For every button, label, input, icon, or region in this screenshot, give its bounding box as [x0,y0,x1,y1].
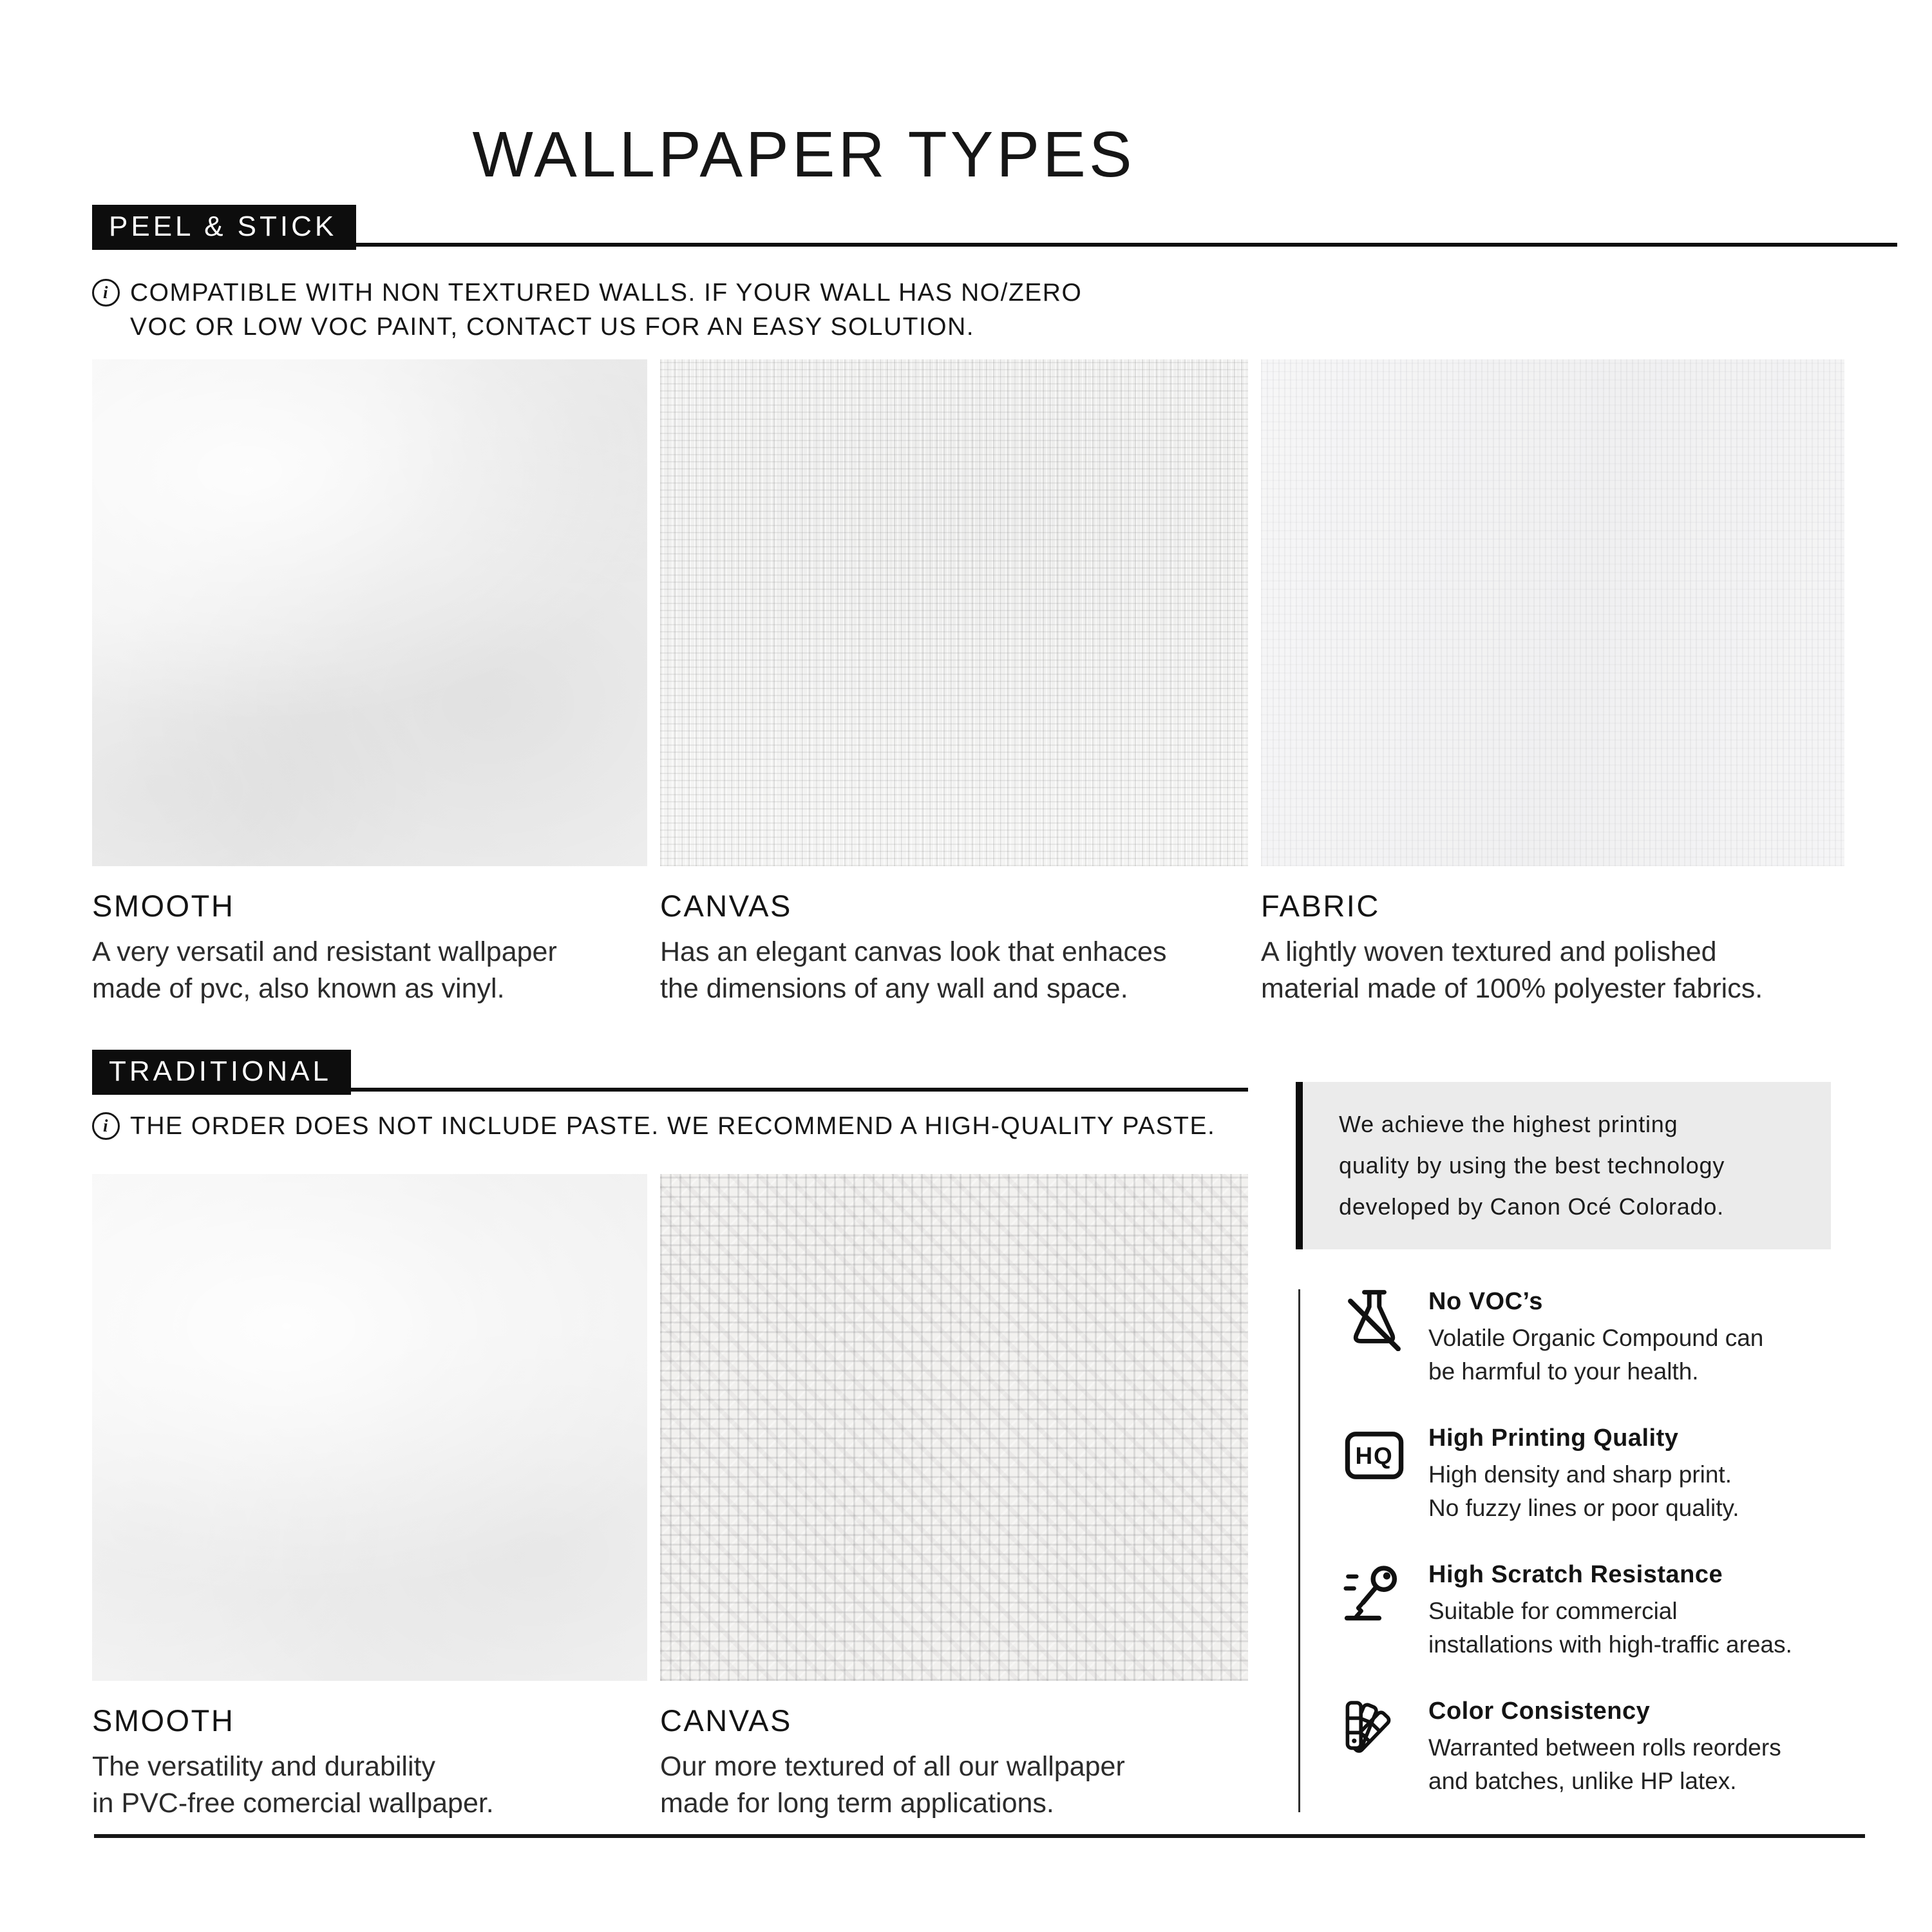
feature-text [1428,1695,1781,1798]
type-description [92,934,647,1007]
wallpaper-type-card [660,1174,1248,1822]
description-line: Has an elegant canvas look that enhaces [660,936,1167,967]
type-name: SMOOTH [92,889,235,923]
note-line: THE ORDER DOES NOT INCLUDE PASTE. WE RECOMMEND A HIGH-QUALITY PASTE. [130,1112,1216,1140]
description-line: The versatility and durability [92,1751,435,1782]
printing-quality-panel [1296,1082,1831,1249]
type-name: CANVAS [660,1703,792,1738]
texture-swatch-fabric [1261,359,1844,866]
feature-title: Color Consistency [1428,1698,1651,1725]
info-icon: i [92,279,120,307]
wallpaper-type-card [92,359,647,1007]
peel-stick-rule [92,243,1897,247]
type-description [660,934,1248,1007]
description-line: in PVC-free comercial wallpaper. [92,1788,494,1819]
description-line: Suitable for commercial [1428,1598,1678,1624]
peel-stick-note [92,276,1082,344]
type-name: FABRIC [1261,889,1380,923]
description-line: and batches, unlike HP latex. [1428,1768,1737,1794]
texture-swatch-smooth [92,1174,647,1681]
feature-item-scratch-resistance [1343,1558,1884,1662]
page-title: WALLPAPER TYPES [472,118,1135,191]
traditional-note [92,1109,1215,1143]
type-description [92,1748,647,1822]
scratch-key-icon [1343,1560,1405,1624]
feature-item-no-voc [1343,1285,1884,1388]
description-line: made for long term applications. [660,1788,1054,1819]
feature-title: High Printing Quality [1428,1425,1679,1452]
feature-item-color-consistency [1343,1695,1884,1798]
type-name: CANVAS [660,889,792,923]
feature-item-high-printing-quality [1343,1422,1884,1525]
hq-badge-icon [1343,1423,1405,1488]
description-line: the dimensions of any wall and space. [660,973,1128,1004]
feature-text [1428,1422,1739,1525]
feature-list [1343,1285,1884,1798]
description-line: installations with high-traffic areas. [1428,1631,1792,1658]
description-line: A very versatil and resistant wallpaper [92,936,557,967]
wallpaper-type-card [660,359,1248,1007]
bottom-divider-rule [94,1834,1865,1838]
texture-swatch-canvas [660,359,1248,866]
description-line: Volatile Organic Compound can [1428,1325,1764,1351]
note-text [130,1109,1215,1143]
description-line: material made of 100% polyester fabrics. [1261,973,1763,1004]
no-voc-flask-icon [1343,1287,1405,1351]
description-line: Our more textured of all our wallpaper [660,1751,1125,1782]
feature-title: No VOC’s [1428,1288,1543,1315]
feature-description [1428,1458,1739,1525]
note-line: VOC OR LOW VOC PAINT, CONTACT US FOR AN EASY SOLUTION. [130,313,975,341]
type-description [1261,934,1844,1007]
note-text [130,276,1082,344]
texture-swatch-smooth [92,359,647,866]
texture-swatch-canvas [660,1174,1248,1681]
description-line: A lightly woven textured and polished [1261,936,1717,967]
type-description [660,1748,1248,1822]
description-line: High density and sharp print. [1428,1461,1732,1488]
note-line: COMPATIBLE WITH NON TEXTURED WALLS. IF YOUR WALL HAS NO/ZERO [130,279,1083,307]
quality-statement-line: We achieve the highest printing [1339,1111,1678,1137]
traditional-type-cards [92,1174,1248,1822]
features-divider-line [1298,1289,1300,1812]
quality-statement-line: developed by Canon Océ Colorado. [1339,1193,1724,1220]
description-line: be harmful to your health. [1428,1358,1699,1385]
section-label-traditional: TRADITIONAL [92,1050,351,1095]
peel-stick-type-cards [92,359,1844,1007]
type-name: SMOOTH [92,1703,235,1738]
feature-text [1428,1558,1792,1662]
description-line: No fuzzy lines or poor quality. [1428,1495,1739,1521]
feature-text [1428,1285,1763,1388]
svg-text:HQ: HQ [1355,1442,1394,1469]
color-swatches-icon [1343,1696,1405,1761]
feature-description [1428,1595,1792,1662]
description-line: made of pvc, also known as vinyl. [92,973,505,1004]
feature-description [1428,1731,1781,1798]
wallpaper-type-card [1261,359,1844,1007]
quality-statement-line: quality by using the best technology [1339,1152,1725,1179]
wallpaper-type-card [92,1174,647,1822]
feature-description [1428,1321,1763,1388]
info-icon: i [92,1112,120,1140]
section-label-peel-stick: PEEL & STICK [92,205,356,250]
feature-title: High Scratch Resistance [1428,1561,1723,1588]
description-line: Warranted between rolls reorders [1428,1734,1781,1761]
